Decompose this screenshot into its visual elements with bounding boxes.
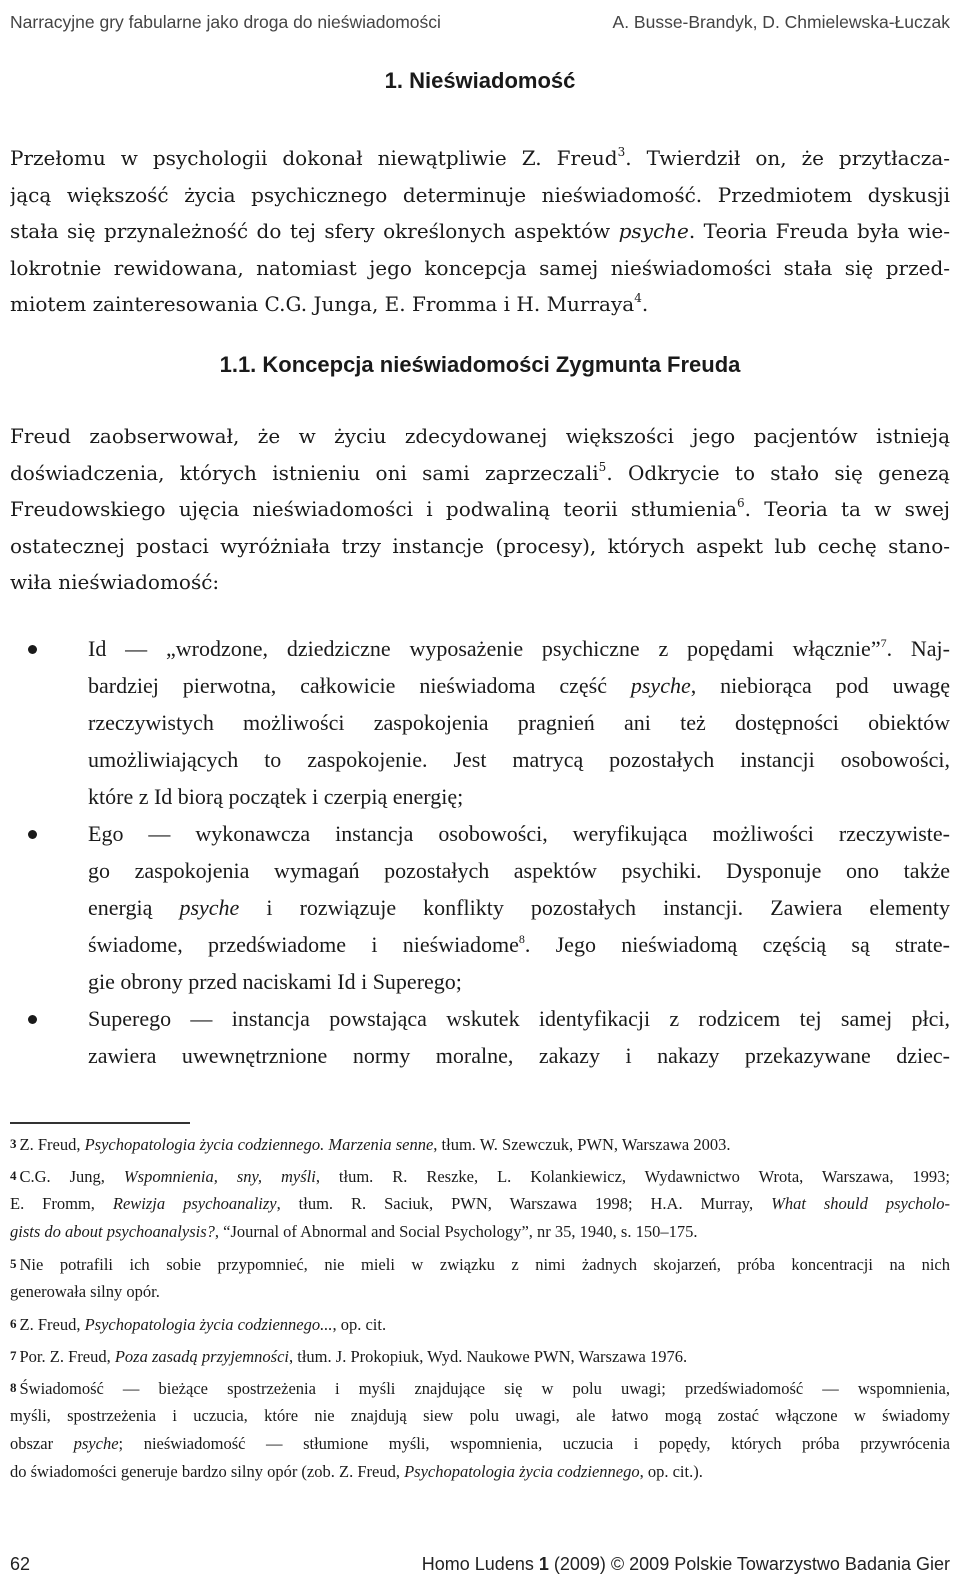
text-line: Freud zaobserwował, że w życiu zdecydowanej większości jego pacjentów istnieją [10,424,950,448]
text-line: stała się przynależność do tej sfery określonych aspektów psyche. Teoria Freuda była wie- [10,219,950,243]
text-line: jącą większość życia psychicznego determinuje nieświadomość. Przedmiotem dyskusji [10,182,950,207]
text-line: lokrotnie rewidowana, natomiast jego koncepcja samej nieświadomości stała się przed- [10,255,950,280]
paragraph-2 [10,418,950,601]
list-item-superego: Superego — instancja powstająca wskutek identyfikacji z rodzicem tej samej płci, zawiera uwewnętrznione normy moralne, zakazy i nakazy przekazywane dziec- [10,1000,950,1074]
footnote-ref[interactable]: 8 [518,932,525,946]
running-header [10,12,950,36]
page-number: 62 [10,1554,31,1574]
footnote-ref[interactable]: 4 [634,291,642,305]
footnote-ref[interactable]: 6 [737,496,745,510]
instances-list [10,630,950,1074]
journal-citation: Homo Ludens 1 (2009) © 2009 Polskie Towarzystwo Badania Gier [421,1554,950,1574]
list-item-ego: Ego — wykonawcza instancja osobowości, weryfikująca możliwości rzeczywiste- go zaspokojenia wymagań pozostałych aspektów psychiki. Dysponuje ono także energią psyche i rozwiązuje konflikty pozostałych instancji. Zawiera elementy świadome, przedświadome i nieświadome$^8$. Jego nieświadomą częścią są strate- gie obrony przed naciskami Id i Superego; [10,815,950,1000]
list-item-id: Id — „wrodzone, dziedziczne wyposażenie psychiczne z popędami włącznie”$^7$. Naj- bardziej pierwotna, całkowicie nieświadoma część psyche, niebiorąca pod uwagę rzeczywistych możliwości zaspokojenia pragnień ani też dostępności obiektów umożliwiających to zaspokojenie. Jest matrycą pozostałych instancji osobowości, które z Id biorą początek i czerpią energię; [10,630,950,815]
footnote-3: 3 Z. Freud, Psychopatologia życia codziennego. Marzenia senne, tłum. W. Szewczuk, PWN, Warszawa 2003. [10,1135,731,1154]
text-line: ostatecznej postaci wyróżniała trzy instancje (procesy), których aspekt lub cechę stano- [10,533,950,558]
bullet-icon [28,645,37,654]
footnote-divider [10,1122,190,1124]
section-heading: 1. Nieświadomość [384,68,576,93]
text-line: miotem zainteresowania C.G. Junga, E. Fromma i H. Murraya$^4$. [10,291,649,316]
text-line: wiła nieświadomość: [10,570,220,594]
bullet-icon [28,1015,37,1024]
page-footer [10,1554,950,1580]
header-authors: A. Busse-Brandyk, D. Chmielewska-Łuczak [612,12,950,32]
paragraph-1 [10,140,950,323]
footnote-5: 5 Nie potrafili ich sobie przypomnieć, nie mieli w związku z nimi żadnych skojarzeń, próba koncentracji na nich generowała silny opór. [10,1255,950,1301]
bullet-icon [28,830,37,839]
footnote-ref[interactable]: 3 [617,145,626,159]
footnote-6: 6 Z. Freud, Psychopatologia życia codziennego..., op. cit. [10,1315,387,1334]
text-line: doświadczenia, których istnieniu oni sami zaprzeczali$^5$. Odkrycie to stało się genezą [10,459,950,485]
footnote-7: 7 Por. Z. Freud, Poza zasadą przyjemności, tłum. J. Prokopiuk, Wyd. Naukowe PWN, Warszawa 1976. [10,1347,688,1366]
footnote-4: 4 C.G. Jung, Wspomnienia, sny, myśli, tłum. R. Reszke, L. Kolankiewicz, Wydawnictwo Wrota, Warszawa, 1993; E. Fromm, Rewizja psychoanalizy, tłum. R. Saciuk, PWN, Warszawa 1998; H.A. Murray, What should psycholo- gists do about psychoanalysis?, “Journal of Abnormal and Social Psychology”, nr 35, 1940, s. 150–175. [10,1167,950,1241]
text-line: Przełomu w psychologii dokonał niewątpliwie Z. Freud$^3$. Twierdził on, że przytłacza- [10,145,950,170]
footnote-ref[interactable]: 5 [598,459,607,474]
subsection-heading: 1.1. Koncepcja nieświadomości Zygmunta Freuda [219,352,741,377]
text-line: Freudowskiego ujęcia nieświadomości i podwaliną teorii stłumienia$^6$. Teoria ta w swej [10,496,950,521]
footnote-8: 8 Świadomość — bieżące spostrzeżenia i myśli znajdujące się w polu uwagi; przedświadomość — wspomnienia, myśli, spostrzeżenia i uczucia, które nie znajdują siew polu uwagi, ale łatwo mogą zostać włączone w świadomy obszar psyche; nieświadomość — stłumione myśli, wspomnienia, uczucia i popędy, których próba przywrócenia do świadomości generuje bardzo silny opór (zob. Z. Freud, Psychopatologia życia codziennego, op. cit.). [10,1379,950,1481]
footnote-ref[interactable]: 7 [880,636,887,650]
header-title: Narracyjne gry fabularne jako droga do nieświadomości [10,12,441,32]
